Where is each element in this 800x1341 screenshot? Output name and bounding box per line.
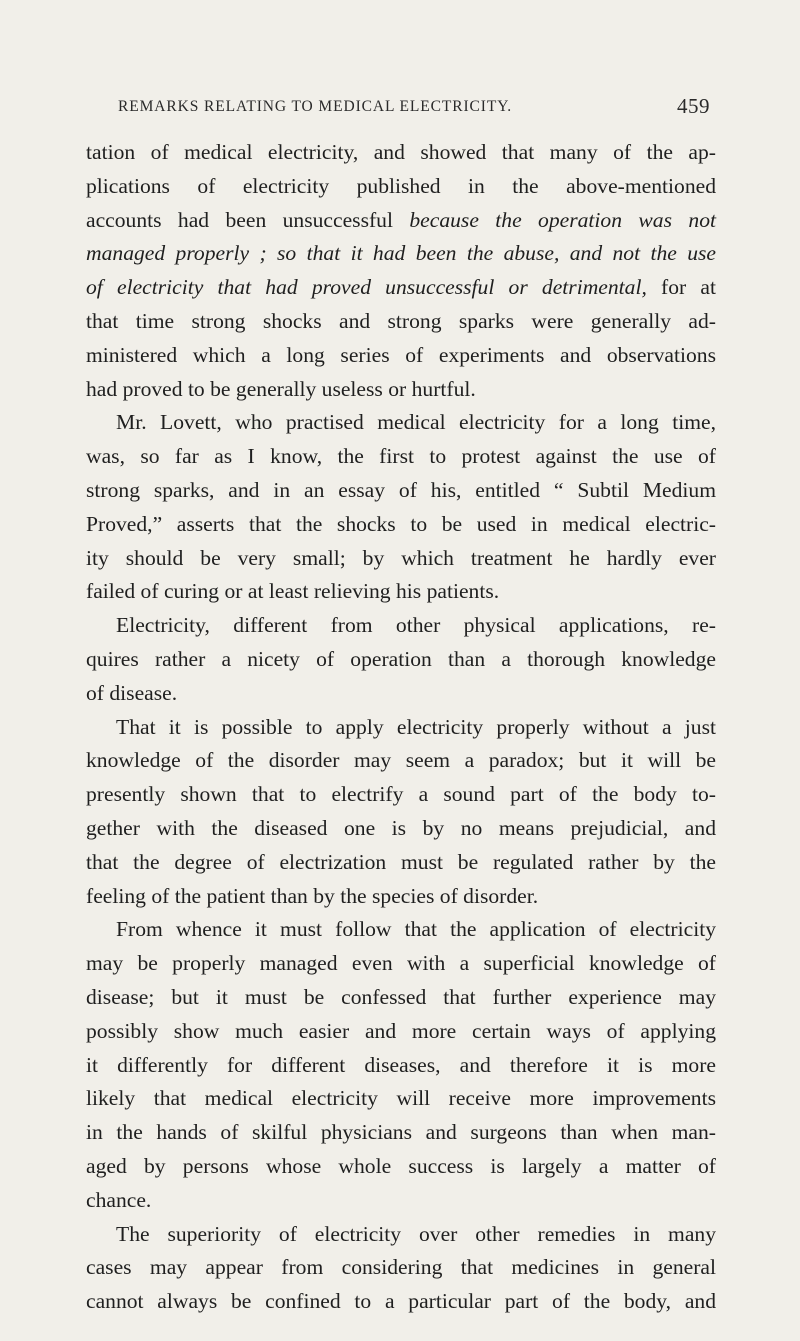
text-line: may be properly managed even with a superficial knowledge of	[86, 951, 716, 976]
running-head	[118, 94, 710, 120]
body-text	[86, 136, 716, 1319]
text-line: ity should be very small; by which treatment he hardly ever	[86, 545, 716, 570]
text-line: presently shown that to electrify a sound part of the body to-	[86, 782, 716, 807]
text-line	[86, 237, 716, 271]
text-line: plications of electricity published in the above-mentioned	[86, 173, 716, 198]
text-line: Mr. Lovett, who practised medical electricity for a long time,	[116, 410, 716, 435]
text-line: accounts had been unsuccessful because the operation was not	[86, 207, 716, 232]
text-line: had proved to be generally useless or hurtful.	[86, 376, 476, 401]
italic-text: of electricity that had proved unsuccessful or detrimental,	[86, 275, 647, 300]
page-number: 459	[677, 94, 710, 118]
text-line: knowledge of the disorder may seem a paradox; but it will be	[86, 748, 716, 773]
text-line: quires rather a nicety of operation than a thorough knowledge	[86, 646, 716, 671]
text-line: Electricity, different from other physical applications, re-	[116, 613, 716, 638]
text-line: ministered which a long series of experiments and observations	[86, 342, 716, 367]
italic-text: managed properly ; so that it had been the abuse, and not the use	[86, 241, 716, 266]
text-line: Proved,” asserts that the shocks to be used in medical electric-	[86, 511, 716, 536]
text-line: in the hands of skilful physicians and surgeons than when man-	[86, 1120, 716, 1145]
running-title: REMARKS RELATING TO MEDICAL ELECTRICITY.	[118, 98, 513, 115]
text-line: feeling of the patient than by the species of disorder.	[86, 883, 539, 908]
text-line: cases may appear from considering that medicines in general	[86, 1255, 716, 1280]
text-line: possibly show much easier and more certain ways of applying	[86, 1018, 716, 1043]
text-line: was, so far as I know, the first to protest against the use of	[86, 444, 716, 469]
text-line: that the degree of electrization must be regulated rather by the	[86, 849, 716, 874]
text-line: From whence it must follow that the application of electricity	[116, 917, 716, 942]
text-line: The superiority of electricity over other remedies in many	[116, 1221, 716, 1246]
text-line: of disease.	[86, 680, 178, 705]
text-line: cannot always be confined to a particular part of the body, and	[86, 1289, 716, 1314]
text-line: chance.	[86, 1187, 152, 1212]
text-line: failed of curing or at least relieving his patients.	[86, 579, 500, 604]
text-line: aged by persons whose whole success is largely a matter of	[86, 1153, 716, 1178]
text-line: likely that medical electricity will receive more improvements	[86, 1086, 716, 1111]
text-line: That it is possible to apply electricity properly without a just	[116, 714, 716, 739]
text-line: it differently for different diseases, and therefore it is more	[86, 1052, 716, 1077]
italic-text: because the operation was not	[409, 207, 716, 232]
text-line: tation of medical electricity, and showed that many of the ap-	[86, 140, 716, 164]
text-line: gether with the diseased one is by no means prejudicial, and	[86, 815, 716, 840]
text-line: of electricity that had proved unsuccessful or detrimental, for at	[86, 275, 717, 300]
text-line: that time strong shocks and strong sparks were generally ad-	[86, 308, 716, 333]
text-line: disease; but it must be confessed that further experience may	[86, 984, 716, 1009]
text-line: strong sparks, and in an essay of his, entitled “ Subtil Medium	[86, 477, 716, 502]
